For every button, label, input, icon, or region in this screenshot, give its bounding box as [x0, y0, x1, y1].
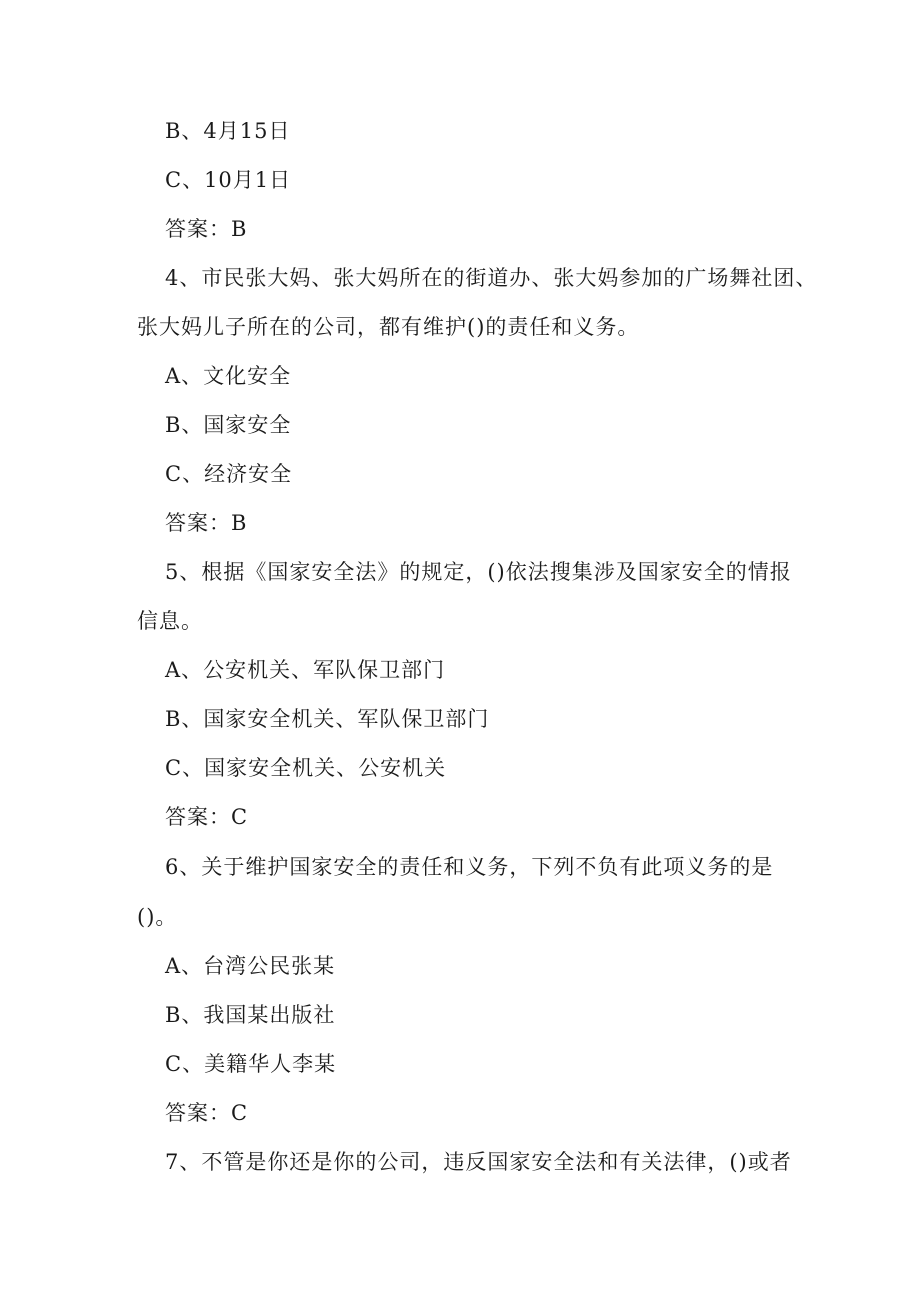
q5-answer: 答案：C — [165, 805, 249, 829]
q6-option-c: C、美籍华人李某 — [165, 1052, 337, 1076]
q4-option-a: A、文化安全 — [165, 364, 292, 388]
q6-stem-line2: ()。 — [137, 905, 178, 929]
q4-option-b: B、国家安全 — [165, 413, 292, 437]
q6-stem-line1: 6、关于维护国家安全的责任和义务，下列不负有此项义务的是 — [165, 855, 774, 879]
q3-option-c: C、10月1日 — [165, 168, 292, 192]
q5-option-a: A、公安机关、军队保卫部门 — [165, 658, 446, 682]
q5-stem-line2: 信息。 — [137, 609, 203, 633]
q6-option-a: A、台湾公民张某 — [165, 954, 336, 978]
q6-option-b: B、我国某出版社 — [165, 1003, 336, 1027]
q4-answer: 答案：B — [165, 511, 248, 535]
q3-answer: 答案：B — [165, 217, 248, 241]
q4-stem-line1: 4、市民张大妈、张大妈所在的街道办、张大妈参加的广场舞社团、 — [165, 266, 818, 290]
q5-stem-line1: 5、根据《国家安全法》的规定，()依法搜集涉及国家安全的情报 — [165, 560, 792, 584]
q5-option-b: B、国家安全机关、军队保卫部门 — [165, 707, 490, 731]
q4-option-c: C、经济安全 — [165, 462, 293, 486]
q3-option-b: B、4月15日 — [165, 119, 291, 143]
q4-stem-line2: 张大妈儿子所在的公司，都有维护()的责任和义务。 — [137, 315, 640, 339]
q7-stem-line1: 7、不管是你还是你的公司，违反国家安全法和有关法律，()或者 — [165, 1150, 792, 1174]
q6-answer: 答案：C — [165, 1101, 249, 1125]
q5-option-c: C、国家安全机关、公安机关 — [165, 756, 447, 780]
